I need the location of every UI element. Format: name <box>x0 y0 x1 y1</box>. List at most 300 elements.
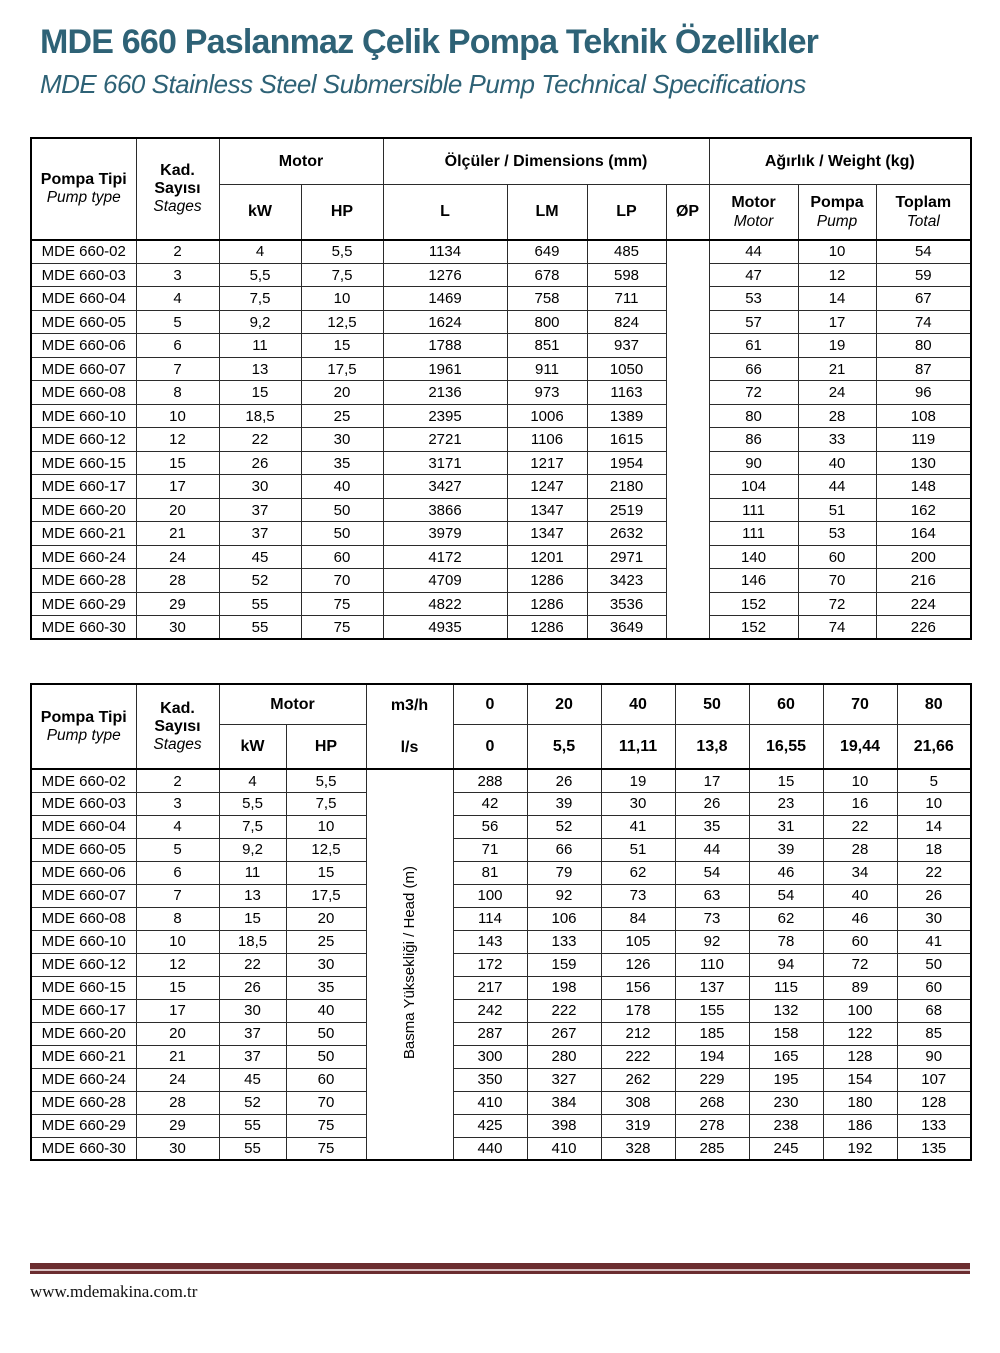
col-header-hp: HP <box>301 185 383 240</box>
value-cell: 5 <box>136 310 219 334</box>
value-cell: 159 <box>527 953 601 976</box>
table2-header-row-1 <box>31 684 971 724</box>
value-cell: 71 <box>453 838 527 861</box>
value-cell: 45 <box>219 545 301 569</box>
value-cell: 110 <box>675 953 749 976</box>
value-cell: 96 <box>876 381 971 405</box>
value-cell: 824 <box>587 310 666 334</box>
value-cell: 1201 <box>507 545 587 569</box>
value-cell: 17 <box>136 999 219 1022</box>
value-cell: 800 <box>507 310 587 334</box>
value-cell: 216 <box>876 569 971 593</box>
value-cell: 73 <box>675 907 749 930</box>
pump-type-cell: MDE 660-06 <box>31 861 136 884</box>
pump-type-label-tr: Pompa Tipi <box>40 170 127 188</box>
value-cell: 14 <box>798 287 876 311</box>
value-cell: 3427 <box>383 475 507 499</box>
value-cell: 12 <box>798 263 876 287</box>
value-cell: 75 <box>301 592 383 616</box>
pump-type-label-en: Pump type <box>46 189 121 207</box>
value-cell: 53 <box>709 287 798 311</box>
value-cell: 155 <box>675 999 749 1022</box>
value-cell: 40 <box>286 999 366 1022</box>
value-cell: 6 <box>136 861 219 884</box>
value-cell: 106 <box>527 907 601 930</box>
value-cell: 132 <box>749 999 823 1022</box>
flow-ls-value: 5,5 <box>527 724 601 769</box>
value-cell: 1106 <box>507 428 587 452</box>
value-cell: 180 <box>823 1091 897 1114</box>
value-cell: 73 <box>601 884 675 907</box>
table-row <box>31 616 971 640</box>
table-row <box>31 953 971 976</box>
value-cell: 148 <box>876 475 971 499</box>
value-cell: 15 <box>219 381 301 405</box>
value-cell: 1788 <box>383 334 507 358</box>
value-cell: 973 <box>507 381 587 405</box>
value-cell: 75 <box>301 616 383 640</box>
table-row <box>31 545 971 569</box>
performance-table <box>30 683 972 1161</box>
value-cell: 15 <box>286 861 366 884</box>
value-cell: 268 <box>675 1091 749 1114</box>
flow-m3h-value: 50 <box>675 684 749 724</box>
value-cell: 26 <box>897 884 971 907</box>
value-cell: 62 <box>601 861 675 884</box>
value-cell: 4709 <box>383 569 507 593</box>
value-cell: 12 <box>136 428 219 452</box>
value-cell: 12 <box>136 953 219 976</box>
value-cell: 222 <box>527 999 601 1022</box>
value-cell: 319 <box>601 1114 675 1137</box>
flow-ls-value: 13,8 <box>675 724 749 769</box>
table-row <box>31 1091 971 1114</box>
page-subtitle: MDE 660 Stainless Steel Submersible Pump Technical Specifications <box>40 69 806 100</box>
value-cell: 22 <box>823 815 897 838</box>
value-cell: 1954 <box>587 451 666 475</box>
value-cell: 300 <box>453 1045 527 1068</box>
value-cell: 12,5 <box>286 838 366 861</box>
value-cell: 70 <box>798 569 876 593</box>
value-cell: 146 <box>709 569 798 593</box>
pump-type-cell: MDE 660-06 <box>31 334 136 358</box>
value-cell: 156 <box>601 976 675 999</box>
pump-type-cell: MDE 660-15 <box>31 976 136 999</box>
weight-motor-label-tr: Motor <box>731 194 776 212</box>
value-cell: 15 <box>136 451 219 475</box>
value-cell: 165 <box>749 1045 823 1068</box>
value-cell: 7,5 <box>301 263 383 287</box>
pump-type-cell: MDE 660-03 <box>31 263 136 287</box>
flow-unit-m3h: m3/h <box>390 697 429 715</box>
col-header-weight-pump <box>798 185 876 240</box>
value-cell: 1247 <box>507 475 587 499</box>
value-cell: 23 <box>749 792 823 815</box>
value-cell: 288 <box>453 769 527 792</box>
value-cell: 30 <box>301 428 383 452</box>
value-cell: 12,5 <box>301 310 383 334</box>
value-cell: 4822 <box>383 592 507 616</box>
value-cell: 18,5 <box>219 404 301 428</box>
flow-m3h-value: 0 <box>453 684 527 724</box>
value-cell: 54 <box>675 861 749 884</box>
value-cell: 52 <box>219 1091 286 1114</box>
value-cell: 59 <box>876 263 971 287</box>
value-cell: 78 <box>749 930 823 953</box>
footer-rule-thin <box>30 1271 970 1274</box>
value-cell: 46 <box>749 861 823 884</box>
value-cell: 143 <box>453 930 527 953</box>
head-axis-label-text: Basma Yüksekliği / Head (m) <box>400 866 418 1060</box>
value-cell: 50 <box>301 498 383 522</box>
value-cell: 135 <box>897 1137 971 1160</box>
value-cell: 60 <box>823 930 897 953</box>
col-header-pump-type <box>31 138 136 240</box>
value-cell: 47 <box>709 263 798 287</box>
value-cell: 115 <box>749 976 823 999</box>
pump-type-cell: MDE 660-28 <box>31 1091 136 1114</box>
value-cell: 4 <box>136 287 219 311</box>
value-cell: 238 <box>749 1114 823 1137</box>
value-cell: 3 <box>136 263 219 287</box>
flow-unit-ls: l/s <box>400 738 419 756</box>
value-cell: 111 <box>709 522 798 546</box>
value-cell: 68 <box>897 999 971 1022</box>
pump-type-cell: MDE 660-02 <box>31 240 136 264</box>
value-cell: 598 <box>587 263 666 287</box>
stages-label-tr2: Sayısı <box>154 718 201 736</box>
table-row <box>31 792 971 815</box>
value-cell: 15 <box>219 907 286 930</box>
value-cell: 22 <box>219 428 301 452</box>
value-cell: 262 <box>601 1068 675 1091</box>
value-cell: 22 <box>897 861 971 884</box>
value-cell: 22 <box>219 953 286 976</box>
table-row <box>31 240 971 264</box>
op-empty-column <box>666 240 709 640</box>
value-cell: 3979 <box>383 522 507 546</box>
value-cell: 1276 <box>383 263 507 287</box>
group-header-motor: Motor <box>219 138 383 185</box>
pump-type-cell: MDE 660-30 <box>31 616 136 640</box>
value-cell: 7,5 <box>219 815 286 838</box>
col-header-pump-type <box>31 684 136 769</box>
pump-type-cell: MDE 660-12 <box>31 428 136 452</box>
weight-pump-label-en: Pump <box>816 212 858 230</box>
value-cell: 30 <box>286 953 366 976</box>
value-cell: 13 <box>219 884 286 907</box>
pump-type-cell: MDE 660-05 <box>31 838 136 861</box>
weight-total-label-tr: Toplam <box>895 194 952 212</box>
value-cell: 16 <box>823 792 897 815</box>
value-cell: 75 <box>286 1137 366 1160</box>
table-row <box>31 769 971 792</box>
table-row <box>31 310 971 334</box>
value-cell: 5,5 <box>219 263 301 287</box>
value-cell: 28 <box>136 569 219 593</box>
pump-type-cell: MDE 660-24 <box>31 1068 136 1091</box>
value-cell: 2721 <box>383 428 507 452</box>
value-cell: 308 <box>601 1091 675 1114</box>
value-cell: 230 <box>749 1091 823 1114</box>
table-row <box>31 999 971 1022</box>
head-axis-label <box>366 769 453 1160</box>
col-header-weight-motor <box>709 185 798 240</box>
stages-label-tr2: Sayısı <box>154 180 201 198</box>
value-cell: 94 <box>749 953 823 976</box>
table-row <box>31 334 971 358</box>
value-cell: 26 <box>219 451 301 475</box>
table-row <box>31 861 971 884</box>
pump-type-cell: MDE 660-21 <box>31 522 136 546</box>
value-cell: 34 <box>823 861 897 884</box>
value-cell: 20 <box>301 381 383 405</box>
table-row <box>31 451 971 475</box>
pump-type-cell: MDE 660-29 <box>31 592 136 616</box>
value-cell: 74 <box>798 616 876 640</box>
value-cell: 328 <box>601 1137 675 1160</box>
value-cell: 50 <box>286 1045 366 1068</box>
table1-header-row-1 <box>31 138 971 185</box>
value-cell: 398 <box>527 1114 601 1137</box>
stages-label-tr1: Kad. <box>160 161 195 179</box>
value-cell: 53 <box>798 522 876 546</box>
pump-type-cell: MDE 660-17 <box>31 999 136 1022</box>
value-cell: 44 <box>675 838 749 861</box>
value-cell: 26 <box>675 792 749 815</box>
table-row <box>31 569 971 593</box>
value-cell: 130 <box>876 451 971 475</box>
value-cell: 410 <box>527 1137 601 1160</box>
value-cell: 3423 <box>587 569 666 593</box>
value-cell: 15 <box>136 976 219 999</box>
flow-ls-value: 0 <box>453 724 527 769</box>
value-cell: 100 <box>823 999 897 1022</box>
value-cell: 1006 <box>507 404 587 428</box>
value-cell: 14 <box>897 815 971 838</box>
value-cell: 21 <box>136 522 219 546</box>
value-cell: 25 <box>301 404 383 428</box>
value-cell: 2136 <box>383 381 507 405</box>
value-cell: 26 <box>527 769 601 792</box>
dimensions-weight-table <box>30 137 972 641</box>
value-cell: 70 <box>301 569 383 593</box>
table-row <box>31 1022 971 1045</box>
value-cell: 133 <box>527 930 601 953</box>
value-cell: 85 <box>897 1022 971 1045</box>
col-header-flow-units <box>366 684 453 769</box>
value-cell: 133 <box>897 1114 971 1137</box>
stages-label-tr1: Kad. <box>160 699 195 717</box>
value-cell: 126 <box>601 953 675 976</box>
value-cell: 3649 <box>587 616 666 640</box>
value-cell: 29 <box>136 1114 219 1137</box>
value-cell: 37 <box>219 522 301 546</box>
value-cell: 81 <box>453 861 527 884</box>
value-cell: 30 <box>897 907 971 930</box>
pump-type-cell: MDE 660-10 <box>31 930 136 953</box>
col-header-hp: HP <box>286 724 366 769</box>
table-row <box>31 592 971 616</box>
value-cell: 245 <box>749 1137 823 1160</box>
value-cell: 758 <box>507 287 587 311</box>
flow-m3h-value: 60 <box>749 684 823 724</box>
value-cell: 1961 <box>383 357 507 381</box>
value-cell: 17,5 <box>286 884 366 907</box>
value-cell: 226 <box>876 616 971 640</box>
value-cell: 60 <box>897 976 971 999</box>
value-cell: 37 <box>219 1022 286 1045</box>
value-cell: 4172 <box>383 545 507 569</box>
flow-m3h-value: 40 <box>601 684 675 724</box>
stages-label-en: Stages <box>153 736 202 754</box>
value-cell: 30 <box>601 792 675 815</box>
col-header-lp: LP <box>587 185 666 240</box>
pump-type-cell: MDE 660-20 <box>31 498 136 522</box>
footer-url: www.mdemakina.com.tr <box>30 1281 198 1301</box>
flow-m3h-value: 80 <box>897 684 971 724</box>
value-cell: 108 <box>876 404 971 428</box>
value-cell: 51 <box>601 838 675 861</box>
value-cell: 20 <box>136 1022 219 1045</box>
value-cell: 185 <box>675 1022 749 1045</box>
value-cell: 285 <box>675 1137 749 1160</box>
value-cell: 7 <box>136 884 219 907</box>
pump-type-cell: MDE 660-08 <box>31 907 136 930</box>
value-cell: 100 <box>453 884 527 907</box>
value-cell: 128 <box>823 1045 897 1068</box>
value-cell: 2395 <box>383 404 507 428</box>
value-cell: 1389 <box>587 404 666 428</box>
value-cell: 67 <box>876 287 971 311</box>
value-cell: 4935 <box>383 616 507 640</box>
value-cell: 72 <box>709 381 798 405</box>
value-cell: 54 <box>749 884 823 907</box>
value-cell: 31 <box>749 815 823 838</box>
value-cell: 384 <box>527 1091 601 1114</box>
value-cell: 70 <box>286 1091 366 1114</box>
table-row <box>31 976 971 999</box>
footer <box>30 1263 970 1302</box>
flow-ls-value: 11,11 <box>601 724 675 769</box>
value-cell: 3 <box>136 792 219 815</box>
value-cell: 5,5 <box>219 792 286 815</box>
value-cell: 7,5 <box>286 792 366 815</box>
pump-type-cell: MDE 660-04 <box>31 287 136 311</box>
table-row <box>31 815 971 838</box>
value-cell: 44 <box>798 475 876 499</box>
value-cell: 90 <box>709 451 798 475</box>
value-cell: 35 <box>301 451 383 475</box>
value-cell: 72 <box>798 592 876 616</box>
flow-ls-value: 19,44 <box>823 724 897 769</box>
value-cell: 84 <box>601 907 675 930</box>
value-cell: 55 <box>219 1137 286 1160</box>
value-cell: 24 <box>136 1068 219 1091</box>
value-cell: 20 <box>286 907 366 930</box>
pump-type-cell: MDE 660-21 <box>31 1045 136 1068</box>
value-cell: 4 <box>219 769 286 792</box>
table-row <box>31 357 971 381</box>
value-cell: 162 <box>876 498 971 522</box>
value-cell: 1624 <box>383 310 507 334</box>
table-row <box>31 1068 971 1091</box>
value-cell: 45 <box>219 1068 286 1091</box>
value-cell: 37 <box>219 1045 286 1068</box>
pump-type-cell: MDE 660-02 <box>31 769 136 792</box>
value-cell: 17 <box>136 475 219 499</box>
pump-type-label-en: Pump type <box>46 727 121 745</box>
flow-m3h-value: 20 <box>527 684 601 724</box>
value-cell: 217 <box>453 976 527 999</box>
pump-type-cell: MDE 660-12 <box>31 953 136 976</box>
col-header-lm: LM <box>507 185 587 240</box>
value-cell: 5 <box>897 769 971 792</box>
value-cell: 61 <box>709 334 798 358</box>
table-row <box>31 428 971 452</box>
table-row <box>31 287 971 311</box>
value-cell: 1347 <box>507 498 587 522</box>
value-cell: 350 <box>453 1068 527 1091</box>
value-cell: 18 <box>897 838 971 861</box>
value-cell: 40 <box>823 884 897 907</box>
value-cell: 1615 <box>587 428 666 452</box>
stages-label-en: Stages <box>153 198 202 216</box>
table-row <box>31 1137 971 1160</box>
table-row <box>31 907 971 930</box>
value-cell: 15 <box>749 769 823 792</box>
value-cell: 186 <box>823 1114 897 1137</box>
value-cell: 40 <box>301 475 383 499</box>
pump-type-cell: MDE 660-10 <box>31 404 136 428</box>
value-cell: 212 <box>601 1022 675 1045</box>
value-cell: 15 <box>301 334 383 358</box>
value-cell: 178 <box>601 999 675 1022</box>
value-cell: 1286 <box>507 569 587 593</box>
value-cell: 8 <box>136 907 219 930</box>
value-cell: 9,2 <box>219 838 286 861</box>
value-cell: 152 <box>709 616 798 640</box>
value-cell: 3171 <box>383 451 507 475</box>
value-cell: 92 <box>675 930 749 953</box>
value-cell: 54 <box>876 240 971 264</box>
value-cell: 80 <box>709 404 798 428</box>
value-cell: 8 <box>136 381 219 405</box>
value-cell: 10 <box>136 404 219 428</box>
value-cell: 267 <box>527 1022 601 1045</box>
flow-ls-value: 21,66 <box>897 724 971 769</box>
value-cell: 29 <box>136 592 219 616</box>
value-cell: 24 <box>136 545 219 569</box>
value-cell: 19 <box>798 334 876 358</box>
group-header-dimensions: Ölçüler / Dimensions (mm) <box>383 138 709 185</box>
value-cell: 35 <box>675 815 749 838</box>
value-cell: 50 <box>301 522 383 546</box>
table-row <box>31 381 971 405</box>
pump-type-cell: MDE 660-24 <box>31 545 136 569</box>
table-row <box>31 522 971 546</box>
value-cell: 2519 <box>587 498 666 522</box>
value-cell: 30 <box>219 475 301 499</box>
value-cell: 10 <box>798 240 876 264</box>
value-cell: 55 <box>219 616 301 640</box>
value-cell: 26 <box>219 976 286 999</box>
value-cell: 40 <box>798 451 876 475</box>
value-cell: 11 <box>219 861 286 884</box>
value-cell: 122 <box>823 1022 897 1045</box>
value-cell: 128 <box>897 1091 971 1114</box>
value-cell: 287 <box>453 1022 527 1045</box>
